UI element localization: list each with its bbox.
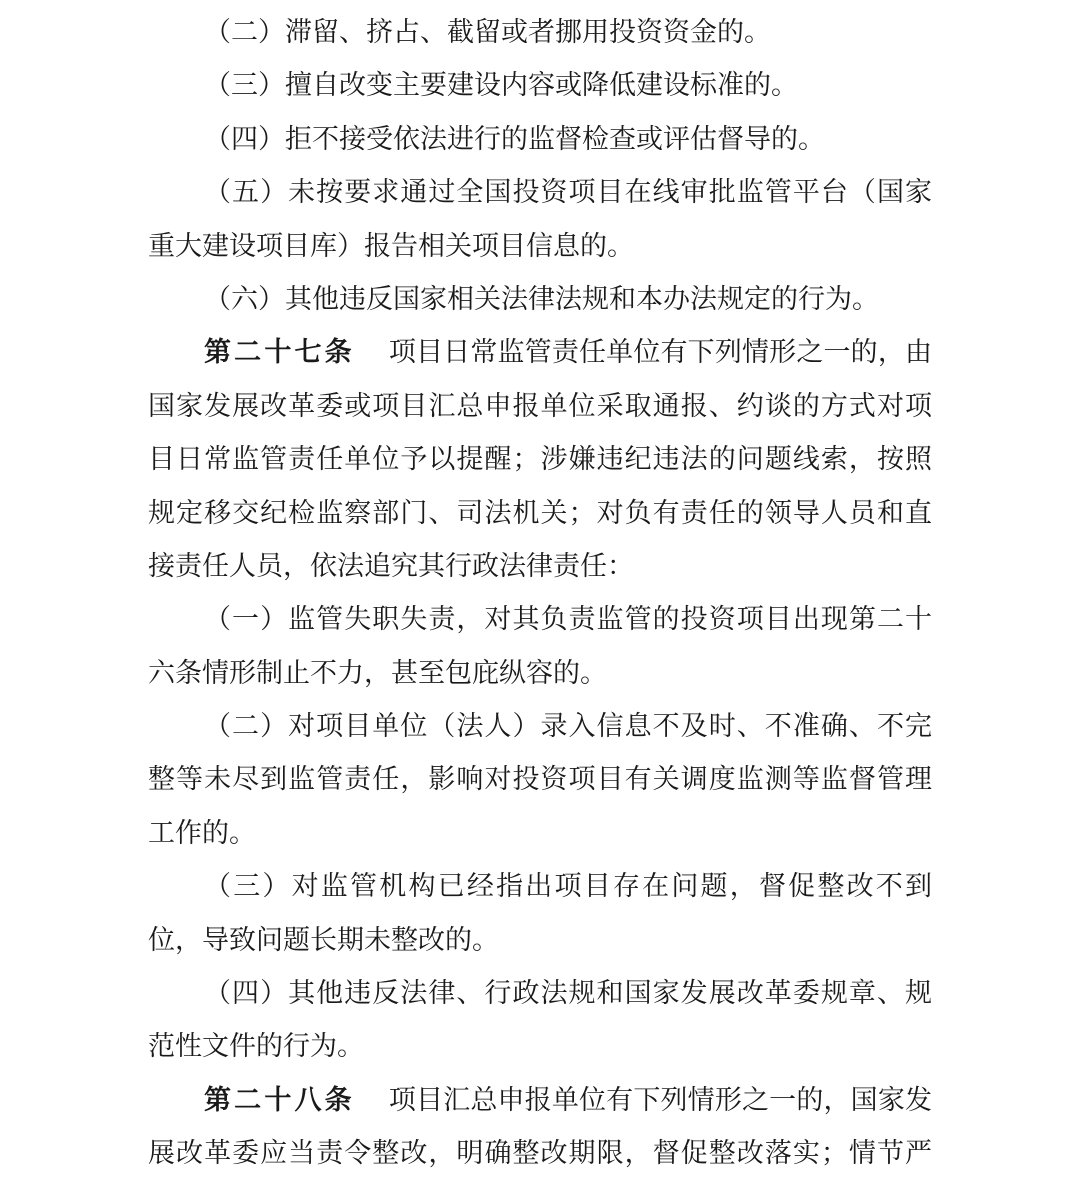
article-line: 接责任人员，依法追究其行政法律责任： [148,550,634,582]
clause-line: 六条情形制止不力，甚至包庇纵容的。 [148,657,607,689]
article-line: 规定移交纪检监察部门、司法机关；对负有责任的领导人员和直 [148,497,932,529]
clause-line: 位，导致问题长期未整改的。 [148,924,499,956]
clause-line: （三）擅自改变主要建设内容或降低建设标准的。 [204,70,798,102]
clause-line: 范性文件的行为。 [148,1031,364,1063]
article-text: 项目汇总申报单位有下列情形之一的，国家发 [388,1084,932,1116]
document-page [148,6,932,1181]
clause-line: 整等未尽到监管责任，影响对投资项目有关调度监测等监督管理 [148,764,932,796]
article-first-line [148,1074,932,1127]
clause-line: （一）监管失职失责，对其负责监管的投资项目出现第二十 [204,604,932,636]
clause-line: 工作的。 [148,817,256,849]
clause-line: （二）滞留、挤占、截留或者挪用投资资金的。 [204,17,771,48]
article-line: 目日常监管责任单位予以提醒；涉嫌违纪违法的问题线索，按照 [148,444,932,476]
clause-line: 重大建设项目库）报告相关项目信息的。 [148,230,634,262]
clause-line: （四）其他违反法律、行政法规和国家发展改革委规章、规 [204,978,932,1010]
article-heading: 第二十七条 [204,337,355,369]
clause-line: （二）对项目单位（法人）录入信息不及时、不准确、不完 [204,711,932,743]
article-text: 项目日常监管责任单位有下列情形之一的，由 [388,337,932,369]
clause-line: （五）未按要求通过全国投资项目在线审批监管平台（国家 [204,177,932,209]
clause-line: （四）拒不接受依法进行的监督检查或评估督导的。 [204,123,825,155]
article-line: 国家发展改革委或项目汇总申报单位采取通报、约谈的方式对项 [148,390,932,422]
clause-line: （三）对监管机构已经指出项目存在问题，督促整改不到 [204,871,932,903]
article-first-line [148,326,932,379]
article-heading: 第二十八条 [204,1084,355,1116]
article-line: 展改革委应当责令整改，明确整改期限，督促整改落实；情节严 [148,1138,932,1170]
clause-line: （六）其他违反国家相关法律法规和本办法规定的行为。 [204,283,879,315]
